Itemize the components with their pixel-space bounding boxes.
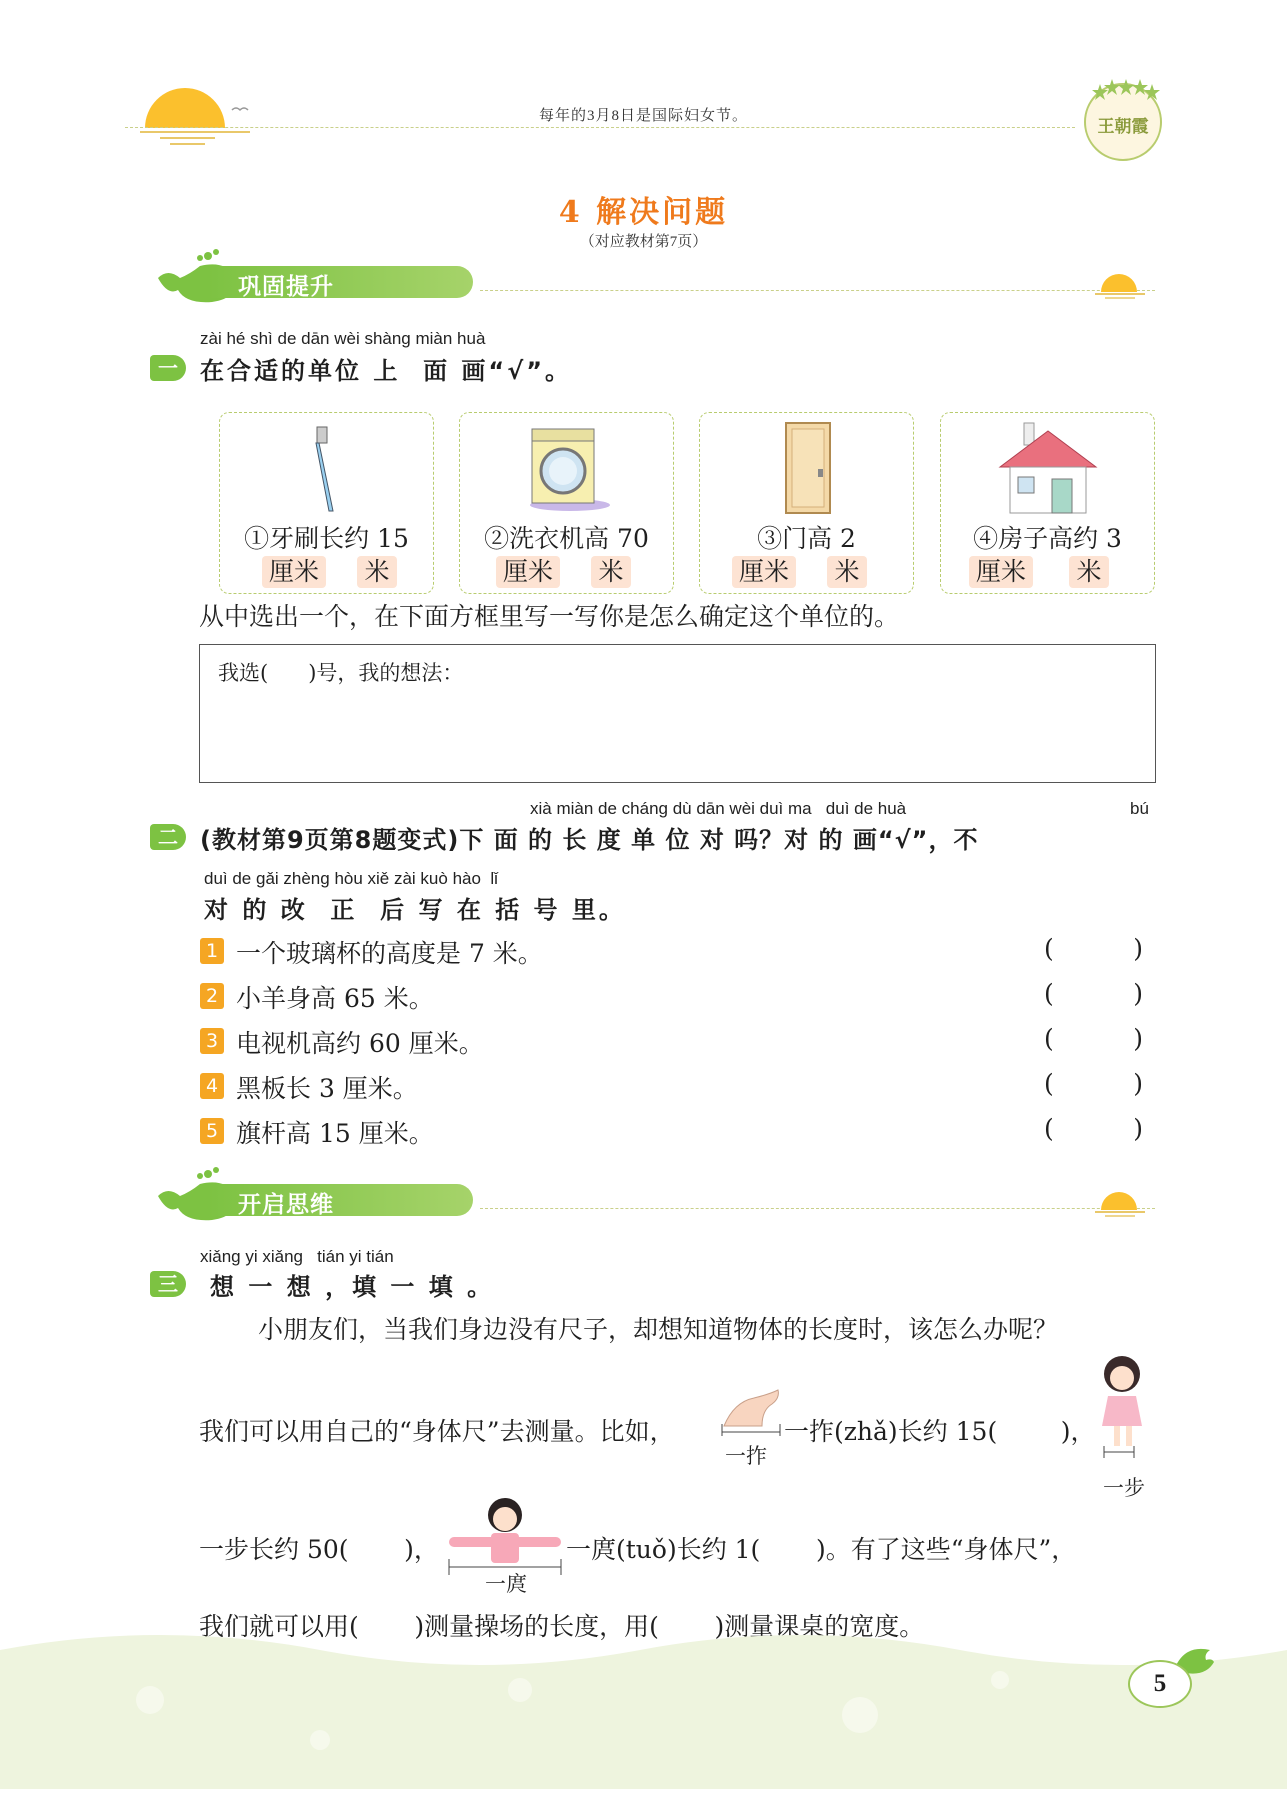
header-tip: 每年的3月8日是国际妇女节。 bbox=[538, 108, 748, 124]
answer-paren[interactable]: ( ) bbox=[1044, 934, 1143, 963]
item-text: 电视机高约 60 厘米。 bbox=[236, 1029, 484, 1058]
girl-walking-icon bbox=[1090, 1350, 1156, 1460]
option-card-1 bbox=[219, 412, 434, 594]
unit-cm-option[interactable]: 厘米 bbox=[496, 556, 560, 588]
brand-logo bbox=[1080, 76, 1166, 162]
item-text: 旗杆高 15 厘米。 bbox=[236, 1119, 434, 1148]
q3-line1-b: 一拃(zhǎ)长约 15( )， bbox=[784, 1417, 1096, 1446]
q3-pinyin: xiǎng yi xiǎng tián yi tián bbox=[200, 1247, 394, 1266]
section-banner-consolidate bbox=[80, 262, 1180, 302]
hand-span-label: 一拃 bbox=[725, 1444, 767, 1468]
arm-span-label: 一庹 bbox=[485, 1572, 527, 1596]
answer-paren[interactable]: ( ) bbox=[1044, 979, 1143, 1008]
q2-pinyin-bu: bú bbox=[1130, 799, 1149, 818]
section-label: 巩固提升 bbox=[238, 274, 334, 300]
q3-line3: 我们就可以用( )测量操场的长度，用( )测量课桌的宽度。 bbox=[199, 1612, 925, 1641]
option-card-3 bbox=[699, 412, 914, 594]
answer-box-prompt: 我选( )号，我的想法： bbox=[218, 661, 464, 685]
q2-pinyin-line2: duì de gǎi zhèng hòu xiě zài kuò hào lǐ bbox=[204, 869, 498, 888]
page-title: 4 解决问题 bbox=[558, 195, 729, 230]
answer-paren[interactable]: ( ) bbox=[1044, 1069, 1143, 1098]
door-icon bbox=[780, 421, 836, 517]
header-divider bbox=[125, 127, 1075, 128]
sunset-icon bbox=[1095, 270, 1145, 300]
arm-span-icon bbox=[445, 1495, 565, 1575]
q1-text: 在合适的单位 上 面 画“√”。 bbox=[200, 357, 572, 385]
answer-box[interactable] bbox=[199, 644, 1156, 783]
card-caption: ④房子高约 3 bbox=[973, 524, 1122, 553]
q3-intro: 小朋友们，当我们身边没有尺子，却想知道物体的长度时，该怎么办呢？ bbox=[258, 1315, 1059, 1344]
choose-instruction: 从中选出一个，在下面方框里写一写你是怎么确定这个单位的。 bbox=[199, 602, 900, 631]
unit-m-option[interactable]: 米 bbox=[591, 556, 631, 588]
q2-pinyin-line1: xià miàn de cháng dù dān wèi duì ma duì de huà bbox=[530, 799, 907, 818]
sunset-icon bbox=[1095, 1188, 1145, 1218]
answer-paren[interactable]: ( ) bbox=[1044, 1114, 1143, 1143]
q1-number: 一 bbox=[150, 355, 186, 381]
unit-m-option[interactable]: 米 bbox=[1069, 556, 1109, 588]
page-number: 5 bbox=[1128, 1660, 1192, 1708]
item-number: 4 bbox=[200, 1073, 224, 1099]
unit-cm-option[interactable]: 厘米 bbox=[732, 556, 796, 588]
unit-cm-option[interactable]: 厘米 bbox=[262, 556, 326, 588]
option-card-4 bbox=[940, 412, 1155, 594]
item-number: 2 bbox=[200, 983, 224, 1009]
toothbrush-icon bbox=[305, 425, 345, 515]
card-caption: ③门高 2 bbox=[757, 524, 856, 553]
q3-line2-a: 一步长约 50( )， bbox=[199, 1535, 439, 1564]
option-card-2 bbox=[459, 412, 674, 594]
q3-line2-b: 一庹(tuǒ)长约 1( )。有了这些“身体尺”， bbox=[566, 1535, 1077, 1564]
item-number: 5 bbox=[200, 1118, 224, 1144]
unit-cm-option[interactable]: 厘米 bbox=[969, 556, 1033, 588]
unit-m-option[interactable]: 米 bbox=[827, 556, 867, 588]
step-label: 一步 bbox=[1103, 1476, 1145, 1500]
q3-number: 三 bbox=[150, 1271, 186, 1297]
q3-line1-a: 我们可以用自己的“身体尺”去测量。比如， bbox=[199, 1417, 675, 1446]
section-label: 开启思维 bbox=[238, 1192, 334, 1218]
q2-number: 二 bbox=[150, 824, 186, 850]
item-text: 一个玻璃杯的高度是 7 米。 bbox=[236, 939, 543, 968]
washing-machine-icon bbox=[522, 423, 612, 513]
item-text: 小羊身高 65 米。 bbox=[236, 984, 434, 1013]
house-icon bbox=[996, 421, 1100, 517]
answer-paren[interactable]: ( ) bbox=[1044, 1024, 1143, 1053]
q2-text-line1: (教材第9页第8题变式)下 面 的 长 度 单 位 对 吗？对 的 画“√”，不 bbox=[200, 826, 979, 854]
item-number: 3 bbox=[200, 1028, 224, 1054]
hand-span-icon bbox=[720, 1386, 782, 1436]
footer-background bbox=[0, 1620, 1287, 1789]
item-number: 1 bbox=[200, 938, 224, 964]
item-text: 黑板长 3 厘米。 bbox=[236, 1074, 418, 1103]
card-caption: ②洗衣机高 70 bbox=[484, 524, 649, 553]
logo-text: 王朝霞 bbox=[1097, 117, 1149, 137]
q3-text: 想 一 想 ，填 一 填 。 bbox=[210, 1273, 495, 1301]
card-caption: ①牙刷长约 15 bbox=[244, 524, 409, 553]
q1-pinyin: zài hé shì de dān wèi shàng miàn huà bbox=[200, 329, 486, 348]
unit-m-option[interactable]: 米 bbox=[357, 556, 397, 588]
page-subtitle: （对应教材第7页） bbox=[579, 234, 708, 250]
q2-text-line2: 对 的 改 正 后 写 在 括 号 里。 bbox=[204, 896, 626, 924]
section-banner-thinking bbox=[80, 1180, 1180, 1220]
